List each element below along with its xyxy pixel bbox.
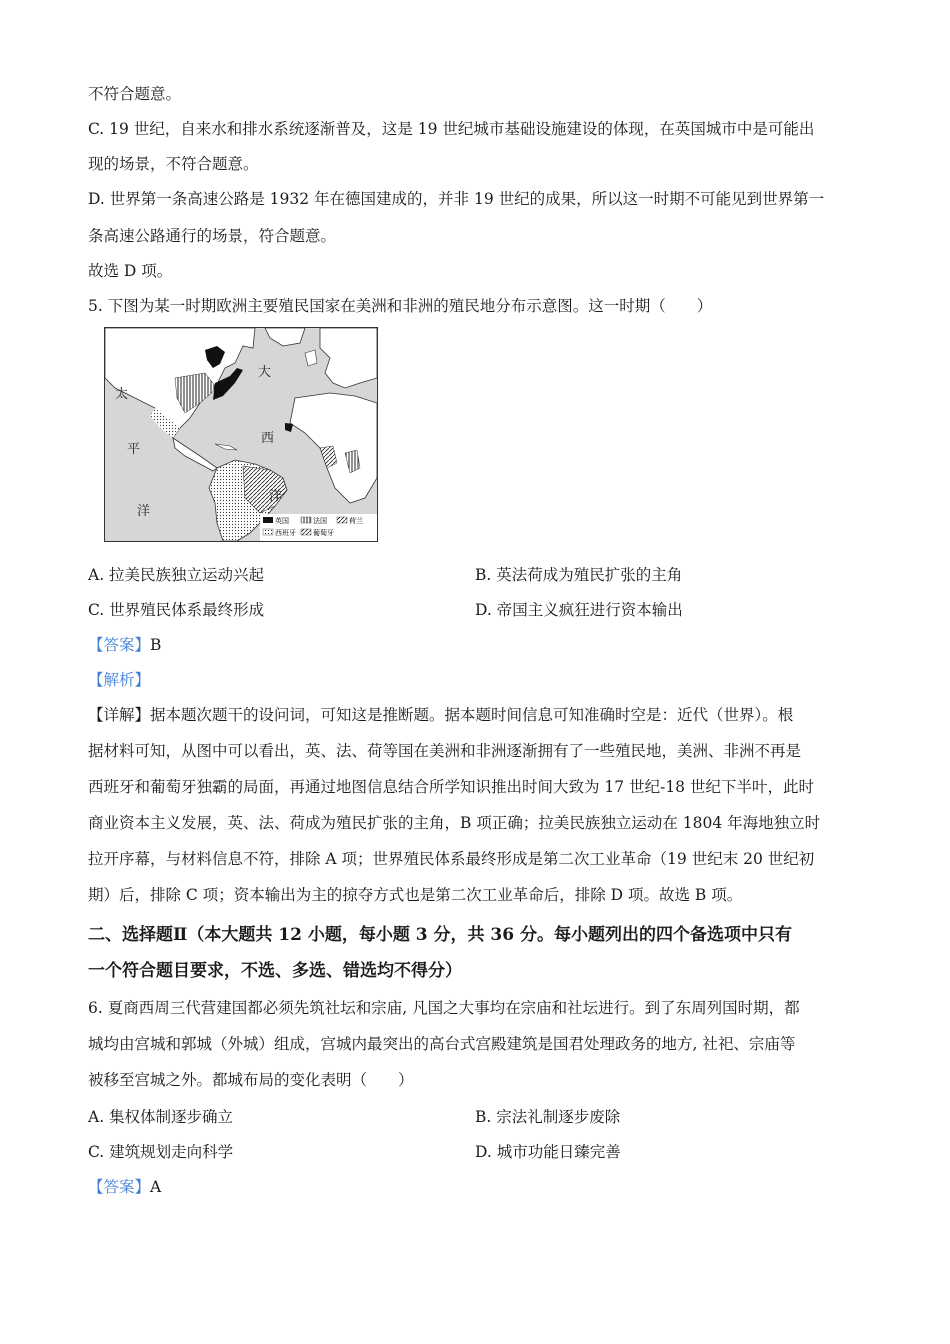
q6-option-b: B. 宗法礼制逐步废除	[475, 1108, 621, 1126]
europe	[320, 328, 377, 388]
q5-detail-line: 据材料可知，从图中可以看出，英、法、荷等国在美洲和非洲逐渐拥有了一些殖民地，美洲、非洲不再是	[88, 742, 802, 760]
q6-stem-line: 6. 夏商西周三代营建国都必须先筑社坛和宗庙, 凡国之大事均在宗庙和社坛进行。到了东周列国时期，都	[88, 999, 800, 1017]
q6-stem-line: 被移至宫城之外。都城布局的变化表明（ ）	[88, 1071, 414, 1089]
legend-label-uk: 英国	[275, 517, 289, 525]
detail-tag: 【详解】	[88, 706, 151, 724]
text-line: 条高速公路通行的场景，符合题意。	[88, 227, 337, 245]
map-label: 太	[115, 387, 129, 402]
q6-stem-line: 城均由宫城和郭城（外城）组成，宫城内最突出的高台式宫殿建筑是国君处理政务的地方, 社祀、宗庙等	[88, 1035, 796, 1053]
q5-detail-line	[88, 705, 868, 725]
q6-option-c: C. 建筑规划走向科学	[88, 1143, 234, 1161]
map-label: 西	[261, 431, 275, 446]
q6-answer	[88, 1177, 868, 1197]
legend-label-pt: 葡萄牙	[313, 529, 334, 537]
legend-swatch-pt	[301, 529, 311, 535]
section-2-title: 二、选择题Ⅱ（本大题共 12 小题，每小题 3 分，共 36 分。每小题列出的四个备选项中只有	[88, 925, 792, 945]
africa-british	[285, 423, 293, 432]
central-america	[173, 438, 217, 471]
legend-swatch-fr	[301, 517, 311, 523]
map-legend	[260, 514, 377, 541]
q5-answer	[88, 635, 868, 655]
legend-label-es: 西班牙	[275, 529, 296, 537]
colonial-map-figure	[104, 327, 378, 542]
question-5-stem: 5. 下图为某一时期欧洲主要殖民国家在美洲和非洲的殖民地分布示意图。这一时期（ ）	[88, 297, 713, 315]
q5-detail-line: 商业资本主义发展，英、法、荷成为殖民扩张的主角，B 项正确；拉美民族独立运动在 1804 年海地独立时	[88, 814, 821, 832]
text-line: D. 世界第一条高速公路是 1932 年在德国建成的，并非 19 世纪的成果，所以这一时期不可能见到世界第一	[88, 190, 825, 208]
legend-swatch-es	[263, 529, 273, 535]
map-label: 洋	[269, 489, 283, 504]
answer-value: B	[150, 636, 162, 654]
map-label: 平	[127, 442, 141, 457]
q6-option-d: D. 城市功能日臻完善	[475, 1143, 621, 1161]
greenland	[265, 328, 305, 346]
text-line: 故选 D 项。	[88, 262, 173, 280]
map-label: 大	[258, 365, 272, 380]
q5-option-a: A. 拉美民族独立运动兴起	[88, 566, 265, 584]
legend-label-fr: 法国	[313, 517, 327, 525]
q5-detail-line: 拉开序幕，与材料信息不符，排除 A 项；世界殖民体系最终形成是第二次工业革命（19 世纪末 20 世纪初	[88, 850, 815, 868]
colonial-map	[105, 328, 377, 541]
q5-option-c: C. 世界殖民体系最终形成	[88, 601, 265, 619]
text-line: 不符合题意。	[88, 85, 182, 103]
section-2-title-cont: 一个符合题目要求，不选、多选、错选均不得分）	[88, 961, 462, 981]
detail-text: 据本题次题干的设问词，可知这是推断题。据本题时间信息可知准确时空是：近代（世界）。根	[150, 706, 794, 724]
analysis-tag: 【解析】	[88, 671, 151, 689]
q5-option-b: B. 英法荷成为殖民扩张的主角	[475, 566, 683, 584]
answer-tag: 【答案】	[88, 636, 151, 654]
text-line: C. 19 世纪，自来水和排水系统逐渐普及，这是 19 世纪城市基础设施建设的体现，在英国城市中是可能出	[88, 120, 815, 138]
q5-detail-line: 期）后，排除 C 项；资本输出为主的掠夺方式也是第二次工业革命后，排除 D 项。故选 B 项。	[88, 886, 743, 904]
q5-detail-line: 西班牙和葡萄牙独霸的局面，再通过地图信息结合所学知识推出时间大致为 17 世纪-18 世纪下半叶，此时	[88, 778, 814, 796]
map-label: 洋	[137, 504, 151, 519]
text-line: 现的场景，不符合题意。	[88, 155, 259, 173]
q5-option-d: D. 帝国主义疯狂进行资本输出	[475, 601, 683, 619]
answer-tag: 【答案】	[88, 1178, 151, 1196]
legend-label-nl: 荷兰	[349, 517, 363, 525]
legend-swatch-uk	[263, 517, 273, 523]
legend-swatch-nl	[337, 517, 347, 523]
britain-island	[305, 350, 317, 366]
q6-option-a: A. 集权体制逐步确立	[88, 1108, 234, 1126]
q5-analysis-tag	[88, 670, 868, 690]
caribbean	[215, 444, 237, 450]
answer-value: A	[150, 1178, 162, 1196]
